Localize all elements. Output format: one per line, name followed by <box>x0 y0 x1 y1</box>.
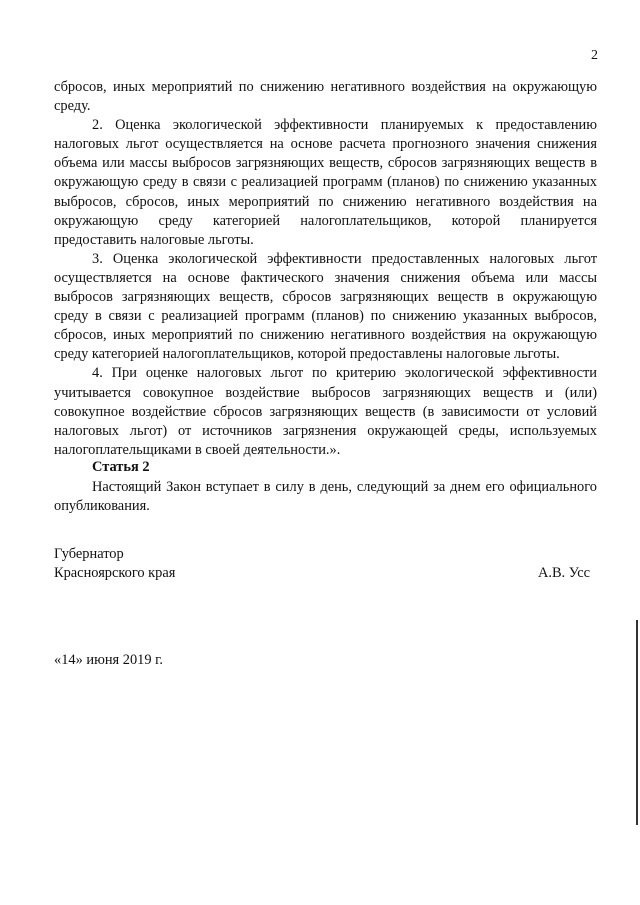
signature-title: Губернатор <box>54 546 124 562</box>
paragraph-item-2: 2. Оценка экологической эффективности планируемых к предоставлению налоговых льгот осуществляется на основе расчета прогнозного значения снижения объема или массы выбросов загрязняющих веществ, сбросов загрязняющих веществ в окружающую среду в связи с реализацией программ (планов) по снижению указанных выбросов, сбросов, иных мероприятий по снижению негативного воздействия на окружающую среду категорией налогоплательщиков, которой планируется предоставить налоговые льготы. <box>54 117 597 248</box>
page-number: 2 <box>591 48 598 63</box>
paragraph-item-4: 4. При оценке налоговых льгот по критерию экологической эффективности учитывается совокупное воздействие выбросов загрязняющих веществ и (или) совокупное воздействие сбросов загрязняющих веществ (в зависимости от условий налоговых льгот) от источников загрязнения окружающей среды, используемых налогоплательщиками в своей деятельности.». <box>54 365 597 458</box>
article-heading: Статья 2 <box>92 459 150 475</box>
signature-name: А.В. Усс <box>537 565 590 581</box>
document-body <box>54 78 597 460</box>
article-section <box>54 478 597 516</box>
paragraph-item-3: 3. Оценка экологической эффективности предоставленных налоговых льгот осуществляется на основе фактического значения снижения объема или массы выбросов загрязняющих веществ, сбросов загрязняющих веществ в окружающую среду в связи с реализацией программ (планов) по снижению указанных выбросов, сбросов, иных мероприятий по снижению негативного воздействия на окружающую среду категорией налогоплательщиков, которой предоставлены налоговые льготы. <box>54 250 597 363</box>
paragraph-continuation: сбросов, иных мероприятий по снижению негативного воздействия на окружающую среду. <box>54 79 597 115</box>
signature-region: Красноярского края <box>54 565 176 581</box>
article-text: Настоящий Закон вступает в силу в день, следующий за днем его официального опубликования. <box>54 479 597 515</box>
document-date: «14» июня 2019 г. <box>54 652 164 668</box>
scan-edge-mark <box>636 620 638 825</box>
